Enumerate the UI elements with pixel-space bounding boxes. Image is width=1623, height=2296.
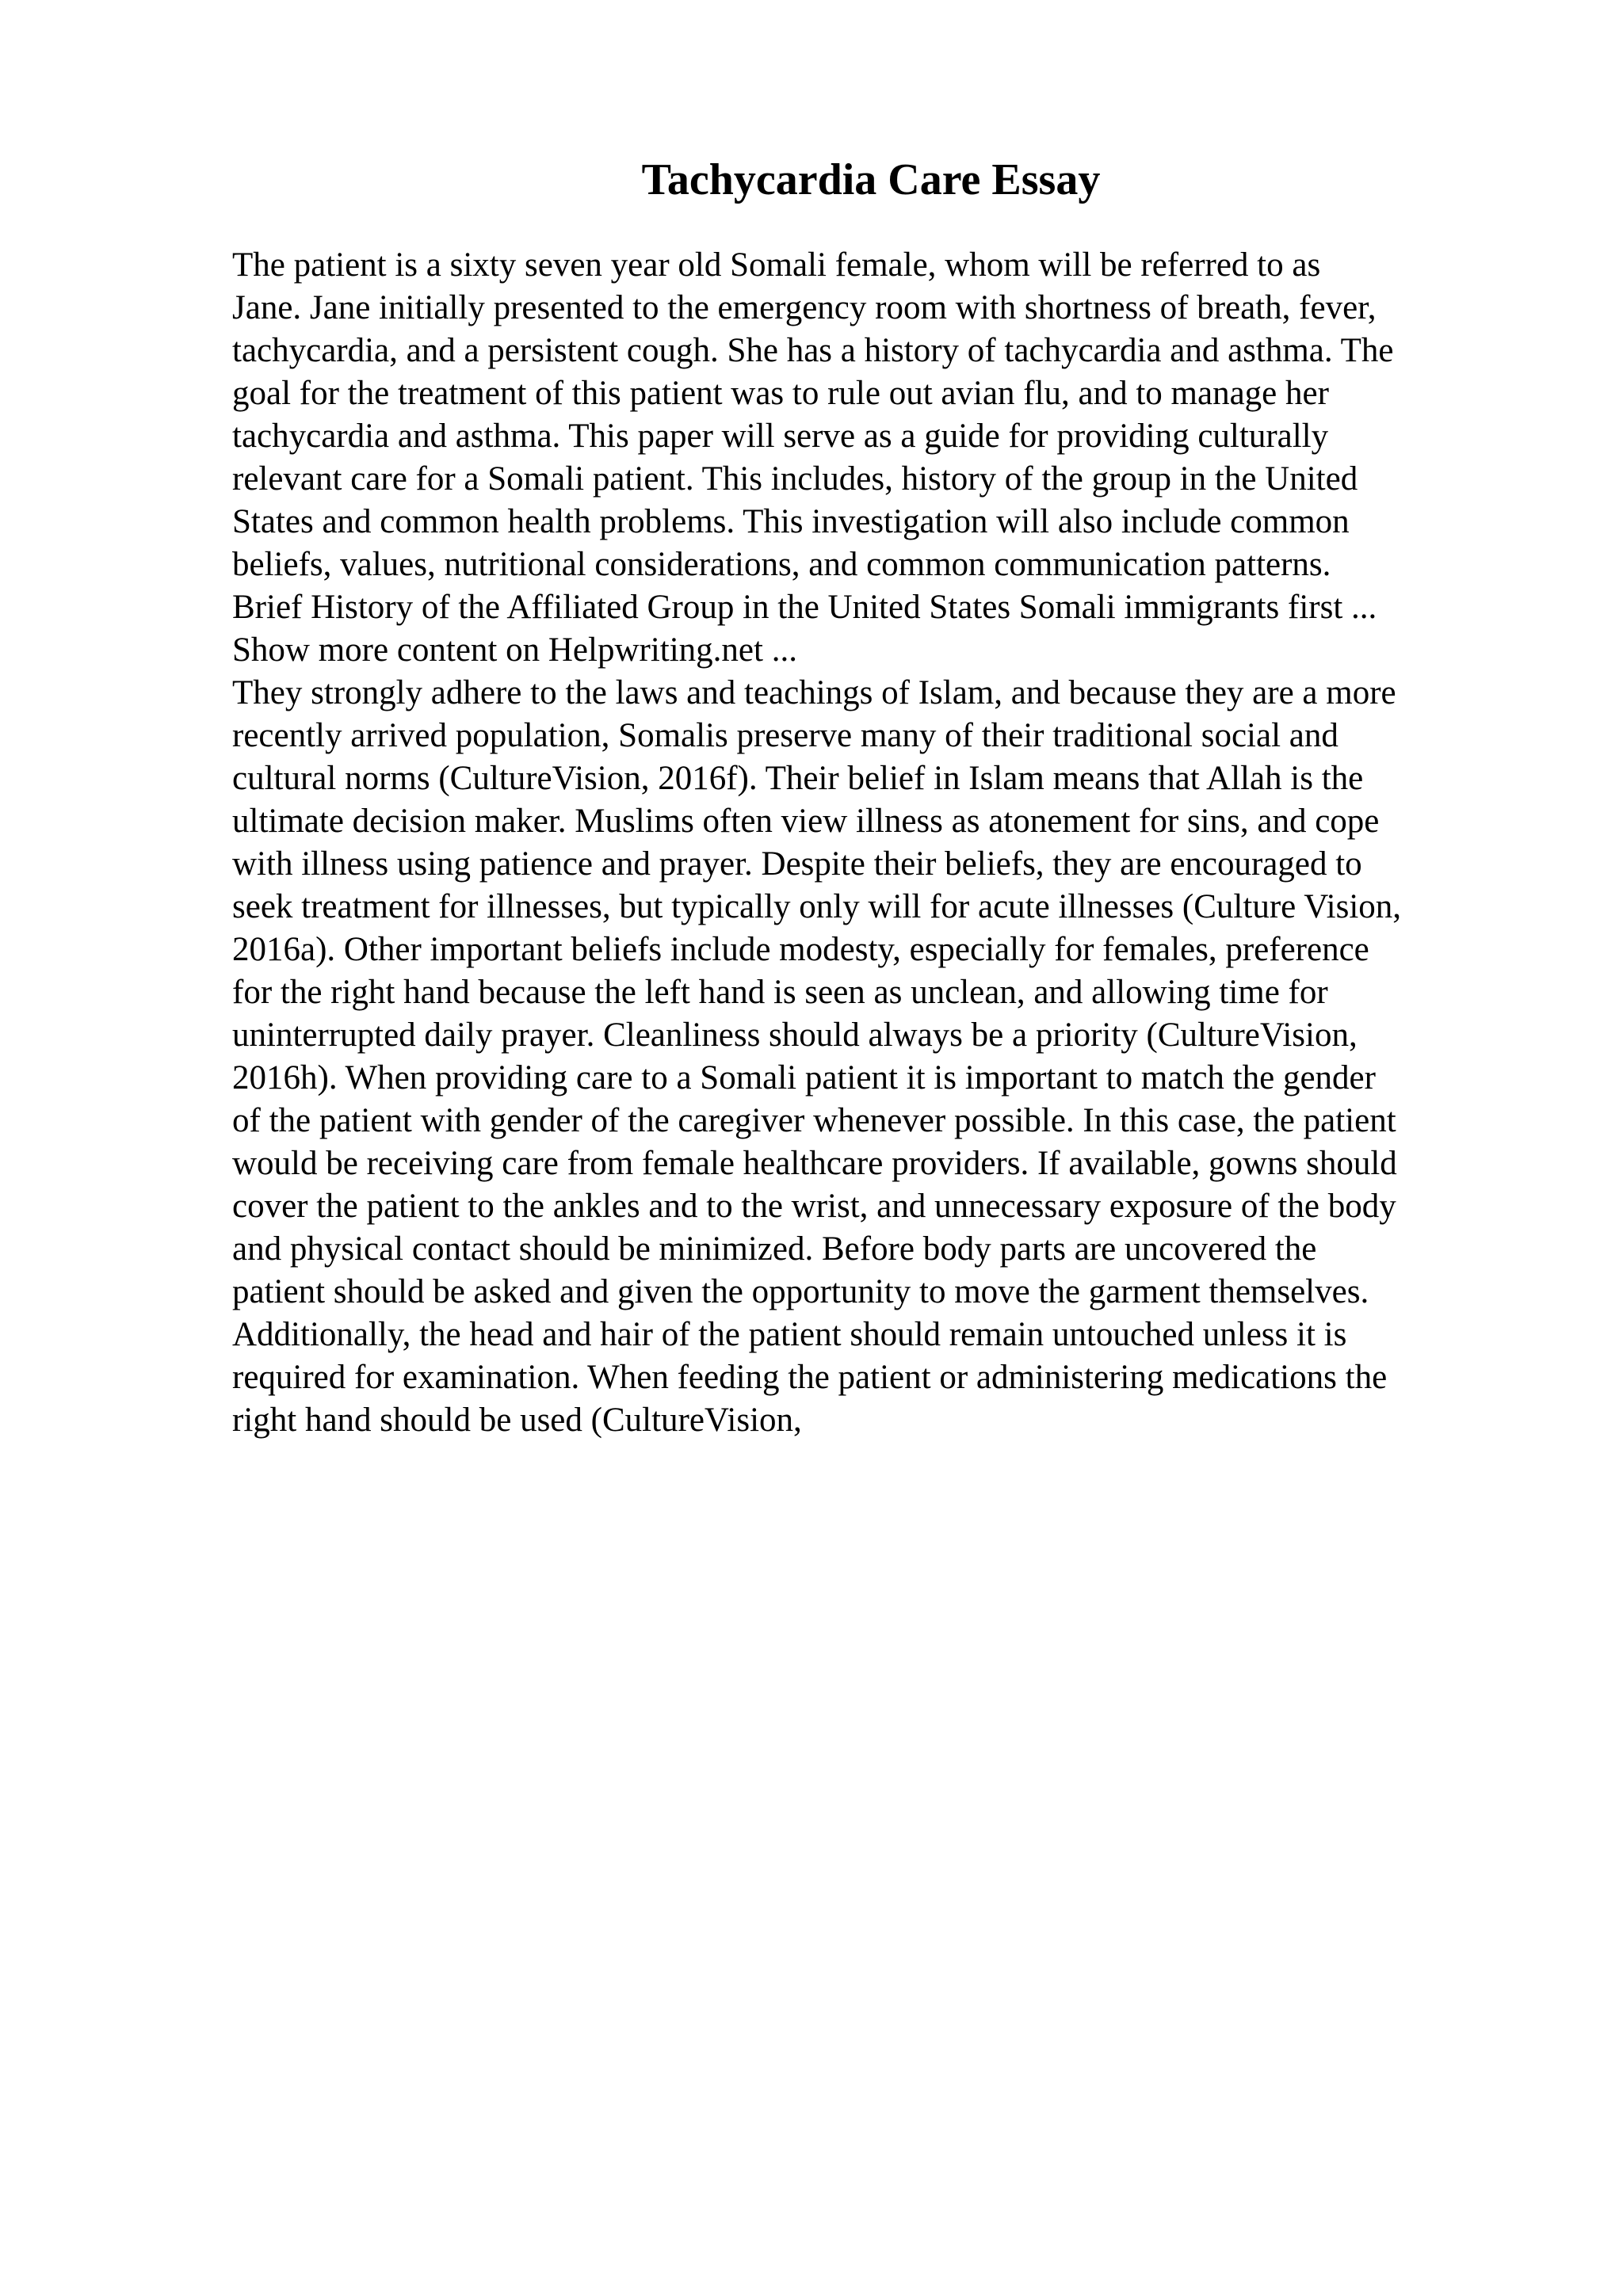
text-line: Additionally, the head and hair of the patient should remain untouched unless it is <box>232 1316 1347 1353</box>
text-line: They strongly adhere to the laws and teachings of Islam, and because they are a more <box>232 674 1396 711</box>
text-line: uninterrupted daily prayer. Cleanliness should always be a priority (CultureVision, <box>232 1016 1358 1054</box>
text-line: of the patient with gender of the caregiver whenever possible. In this case, the patient <box>232 1102 1396 1139</box>
text-line: 2016a). Other important beliefs include modesty, especially for females, preference <box>232 931 1369 968</box>
text-line: States and common health problems. This investigation will also include common <box>232 503 1350 540</box>
text-line: recently arrived population, Somalis preserve many of their traditional social and <box>232 717 1338 754</box>
text-line: required for examination. When feeding the patient or administering medications the <box>232 1359 1388 1396</box>
text-line: seek treatment for illnesses, but typically only will for acute illnesses (Culture Vision, <box>232 888 1402 925</box>
text-line: goal for the treatment of this patient was to rule out avian flu, and to manage her <box>232 375 1329 412</box>
text-line: tachycardia, and a persistent cough. She has a history of tachycardia and asthma. The <box>232 332 1394 369</box>
text-line: tachycardia and asthma. This paper will serve as a guide for providing culturally <box>232 418 1329 455</box>
text-line: ultimate decision maker. Muslims often view illness as atonement for sins, and cope <box>232 803 1380 840</box>
text-line: would be receiving care from female healthcare providers. If available, gowns should <box>232 1145 1397 1182</box>
text-line: with illness using patience and prayer. Despite their beliefs, they are encouraged to <box>232 845 1362 883</box>
text-line: relevant care for a Somali patient. This includes, history of the group in the United <box>232 460 1358 498</box>
document-title: Tachycardia Care Essay <box>641 155 1101 204</box>
text-line: Show more content on Helpwriting.net ... <box>232 631 797 669</box>
text-line: and physical contact should be minimized. Before body parts are uncovered the <box>232 1230 1317 1268</box>
text-line: Brief History of the Affiliated Group in the United States Somali immigrants first ... <box>232 589 1377 626</box>
text-line: cultural norms (CultureVision, 2016f). Their belief in Islam means that Allah is the <box>232 760 1364 797</box>
essay-body <box>232 244 1532 1442</box>
text-line: beliefs, values, nutritional considerations, and common communication patterns. <box>232 546 1331 583</box>
text-line: for the right hand because the left hand is seen as unclean, and allowing time for <box>232 974 1328 1011</box>
text-line: right hand should be used (CultureVision, <box>232 1402 802 1439</box>
text-line: 2016h). When providing care to a Somali patient it is important to match the gender <box>232 1059 1376 1097</box>
text-line: The patient is a sixty seven year old Somali female, whom will be referred to as <box>232 246 1321 284</box>
text-line: cover the patient to the ankles and to the wrist, and unnecessary exposure of the body <box>232 1188 1396 1225</box>
text-line: patient should be asked and given the opportunity to move the garment themselves. <box>232 1273 1369 1310</box>
text-line: Jane. Jane initially presented to the emergency room with shortness of breath, fever, <box>232 289 1377 326</box>
